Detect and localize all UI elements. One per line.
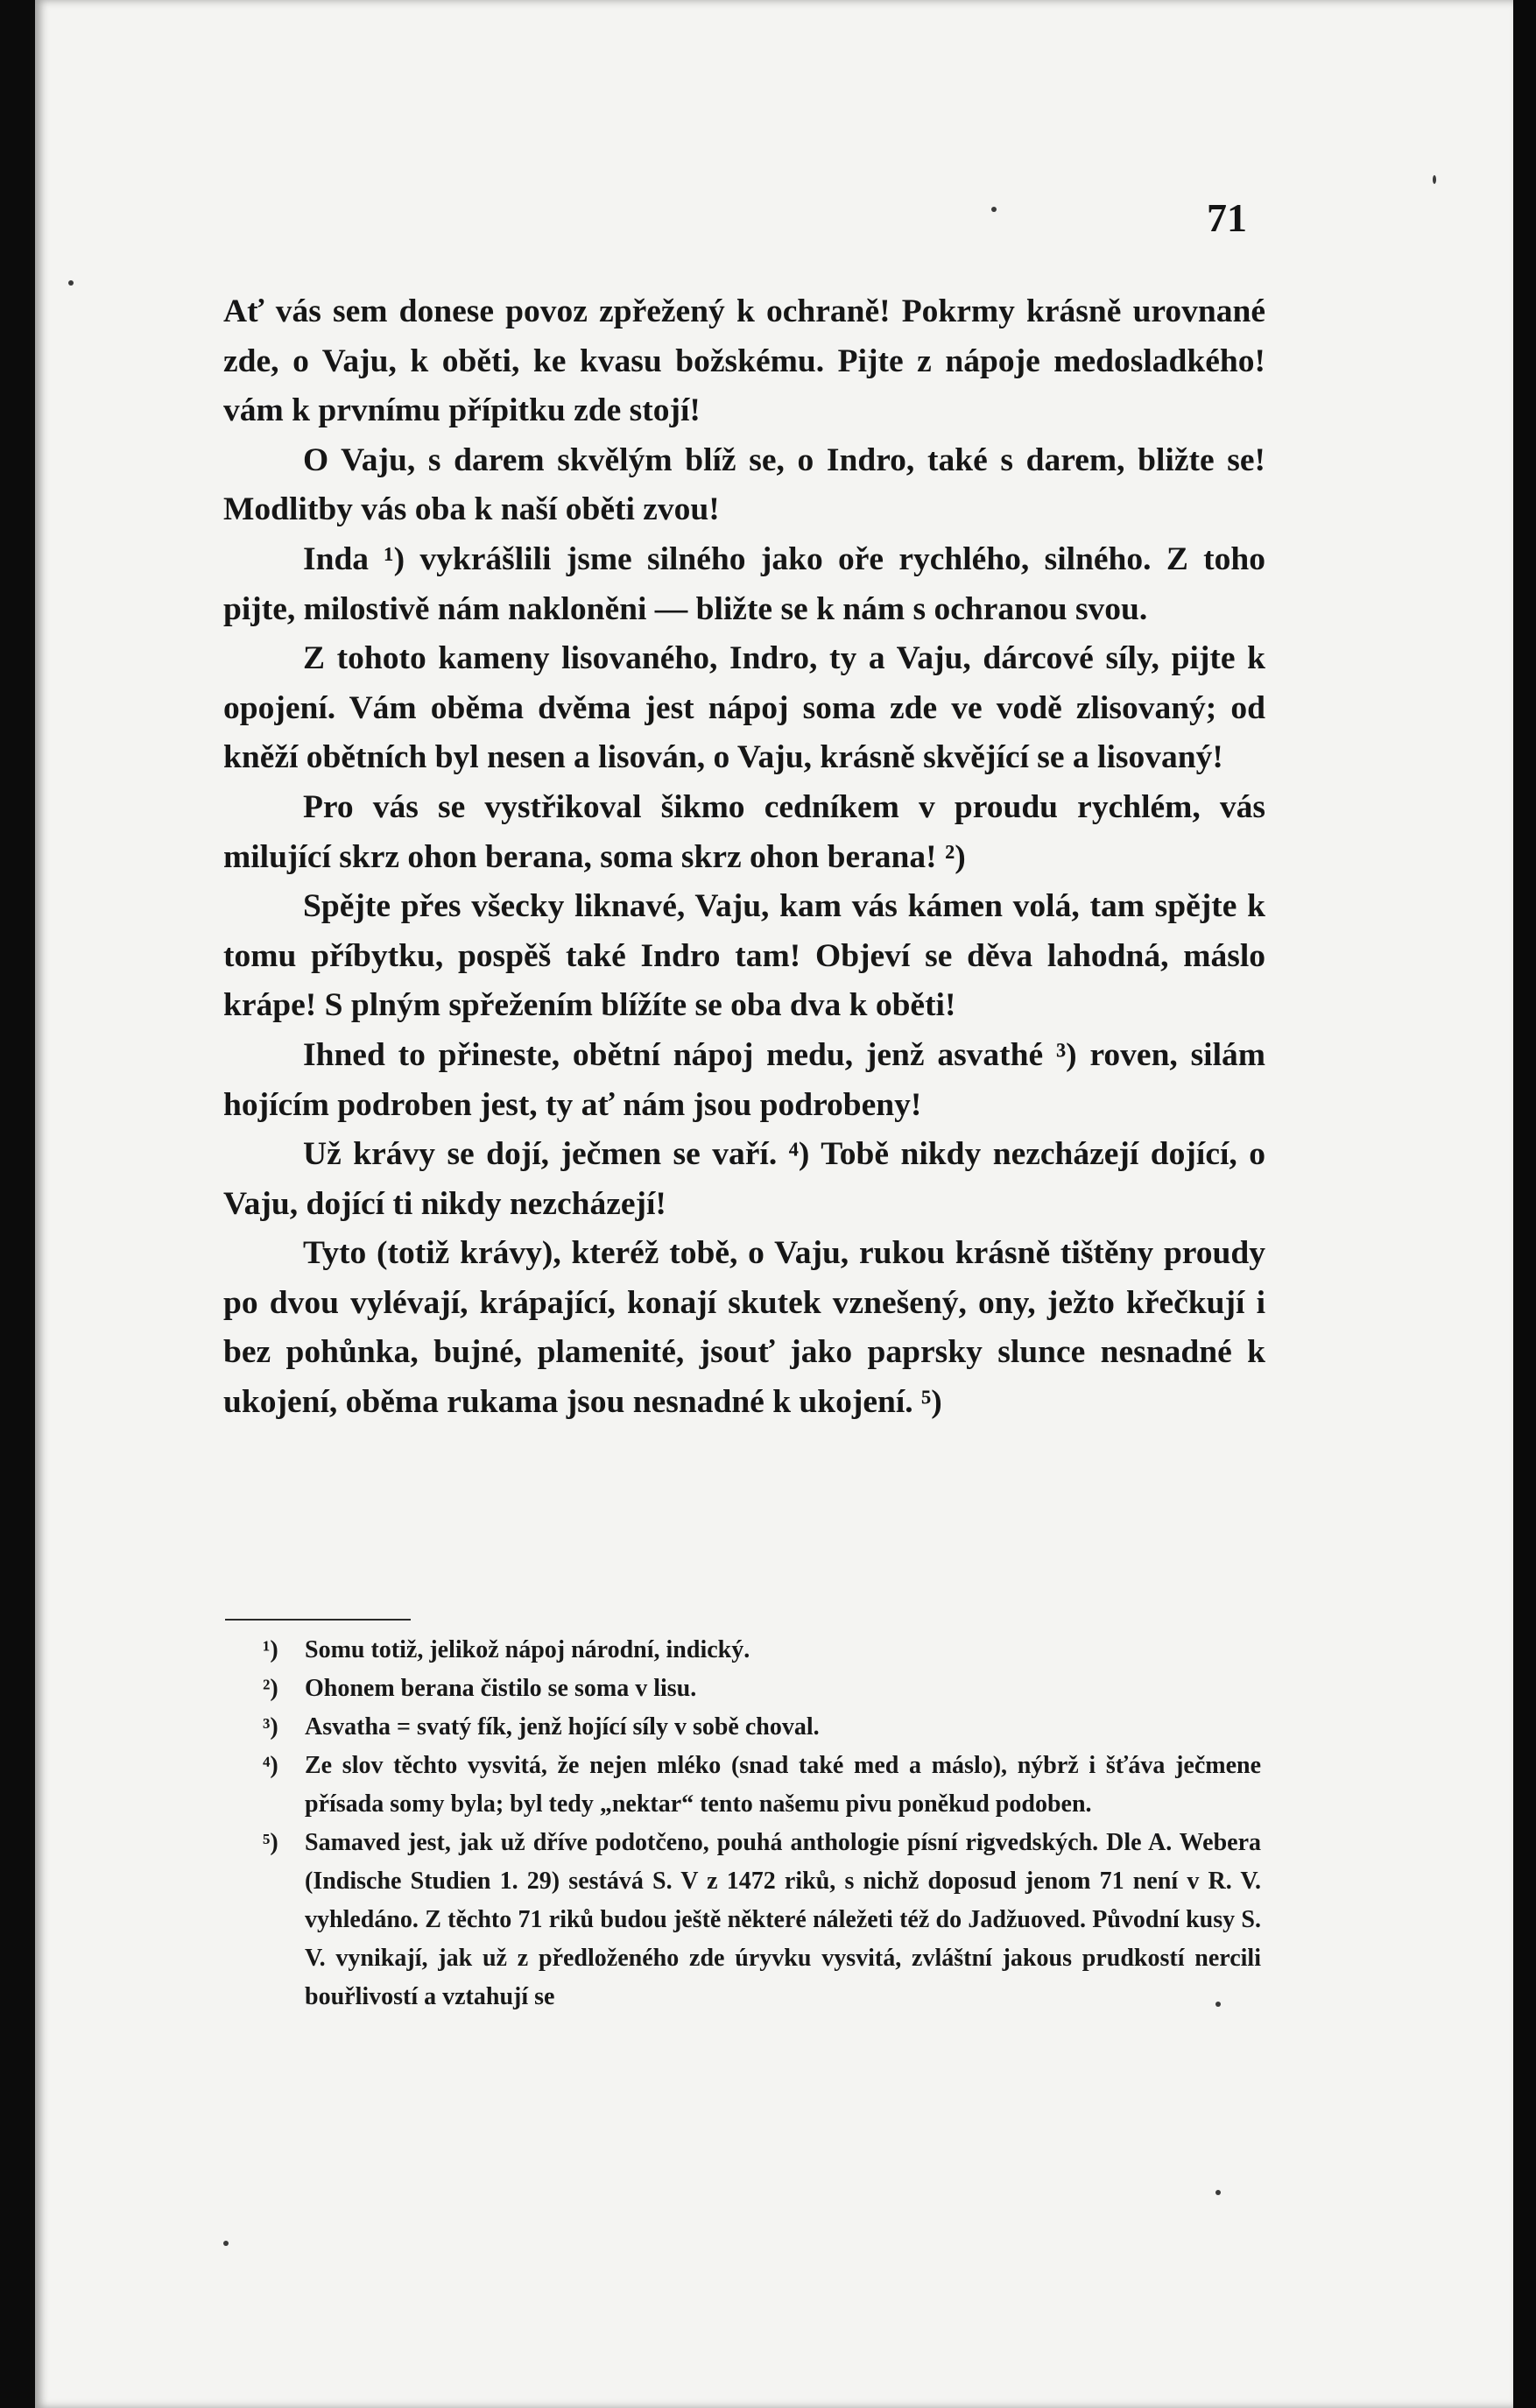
footnote-divider <box>225 1619 411 1621</box>
paper-speck <box>223 2241 229 2246</box>
body-text <box>223 287 1265 1428</box>
page-number: 71 <box>1207 195 1247 240</box>
footnote-mark: ⁵) <box>263 1829 278 1856</box>
footnote-mark: ⁴) <box>263 1752 278 1779</box>
paragraph: O Vaju, s darem skvělým blíž se, o Indro, také s darem, bližte se! Modlitby vás oba k naší oběti zvou! <box>223 441 1265 528</box>
footnote <box>263 1824 1261 2016</box>
footnotes <box>263 1631 1261 2016</box>
paper-speck <box>991 207 997 212</box>
paragraph: Inda ¹) vykrášlili jsme silného jako oře rychlého, silného. Z toho pijte, milostivě nám nakloněni — bližte se k nám s ochranou svou. <box>223 540 1265 627</box>
paragraph: Ať vás sem donese povoz zpřežený k ochraně! Pokrmy krásně urovnané zde, o Vaju, k oběti, ke kvasu božskému. Pijte z nápoje medosladkého! vám k prvnímu přípitku zde stojí! <box>223 293 1265 429</box>
paragraph: Už krávy se dojí, ječmen se vaří. ⁴) Tobě nikdy nezcházejí dojící, o Vaju, dojící ti nikdy nezcházejí! <box>223 1136 1265 1222</box>
footnote-text: Somu totiž, jelikož nápoj národní, indický. <box>305 1636 750 1663</box>
scan-right-edge <box>1513 0 1536 2408</box>
footnote <box>263 1631 1261 1670</box>
footnote-text: Ze slov těchto vysvitá, že nejen mléko (snad také med a máslo), nýbrž i šťáva ječmene přísada somy byla; byl tedy „nektar“ tento našemu pivu poněkud podoben. <box>305 1752 1261 1818</box>
footnote-text: Samaved jest, jak už dříve podotčeno, pouhá anthologie písní rigvedských. Dle A. Webera (Indische Studien 1. 29) sestává S. V z 1472 riků, s nichž doposud jenom 71 není v R. V. vyhledáno. Z těchto 71 riků budou ještě některé náležeti též do Jadžuoved. Původní kusy S. V. vynikají, jak už z předloženého zde úryvku vysvitá, zvláštní jakous prudkostí nercili bouřlivostí a vztahují se <box>305 1829 1261 2010</box>
paper-speck <box>1215 2190 1221 2195</box>
footnote-mark: ²) <box>263 1675 278 1702</box>
paragraph: Spějte přes všecky liknavé, Vaju, kam vás kámen volá, tam spějte k tomu příbytku, pospěš také Indro tam! Objeví se děva lahodná, máslo krápe! S plným spřežením blížíte se oba dva k oběti! <box>223 888 1265 1024</box>
footnote <box>263 1747 1261 1824</box>
footnote <box>263 1670 1261 1708</box>
paper-speck <box>1433 175 1436 184</box>
footnote-text: Ohonem berana čistilo se soma v lisu. <box>305 1675 697 1702</box>
paragraph: Pro vás se vystřikoval šikmo cedníkem v proudu rychlém, vás milující skrz ohon berana, soma skrz ohon berana! ²) <box>223 788 1265 875</box>
footnote <box>263 1708 1261 1747</box>
scan-left-edge <box>0 0 35 2408</box>
paragraph: Ihned to přineste, obětní nápoj medu, jenž asvathé ³) roven, silám hojícím podroben jest, ty ať nám jsou podrobeny! <box>223 1036 1265 1123</box>
footnote-mark: ¹) <box>263 1636 278 1663</box>
footnote-mark: ³) <box>263 1713 278 1741</box>
paper-speck <box>68 280 74 286</box>
footnote-text: Asvatha = svatý fík, jenž hojící síly v sobě choval. <box>305 1713 820 1741</box>
paragraph: Tyto (totiž krávy), kteréž tobě, o Vaju, rukou krásně tištěny proudy po dvou vylévají, krápající, konají skutek vznešený, ony, ježto křečkují i bez pohůnka, bujné, plamenité, jsouť jako paprsky slunce nesnadné k ukojení, oběma rukama jsou nesnadné k ukojení. ⁵) <box>223 1235 1265 1421</box>
paragraph: Z tohoto kameny lisovaného, Indro, ty a Vaju, dárcové síly, pijte k opojení. Vám oběma dvěma jest nápoj soma zde ve vodě zlisovaný; od kněží obětních byl nesen a lisován, o Vaju, krásně skvějící se a lisovaný! <box>223 640 1265 776</box>
